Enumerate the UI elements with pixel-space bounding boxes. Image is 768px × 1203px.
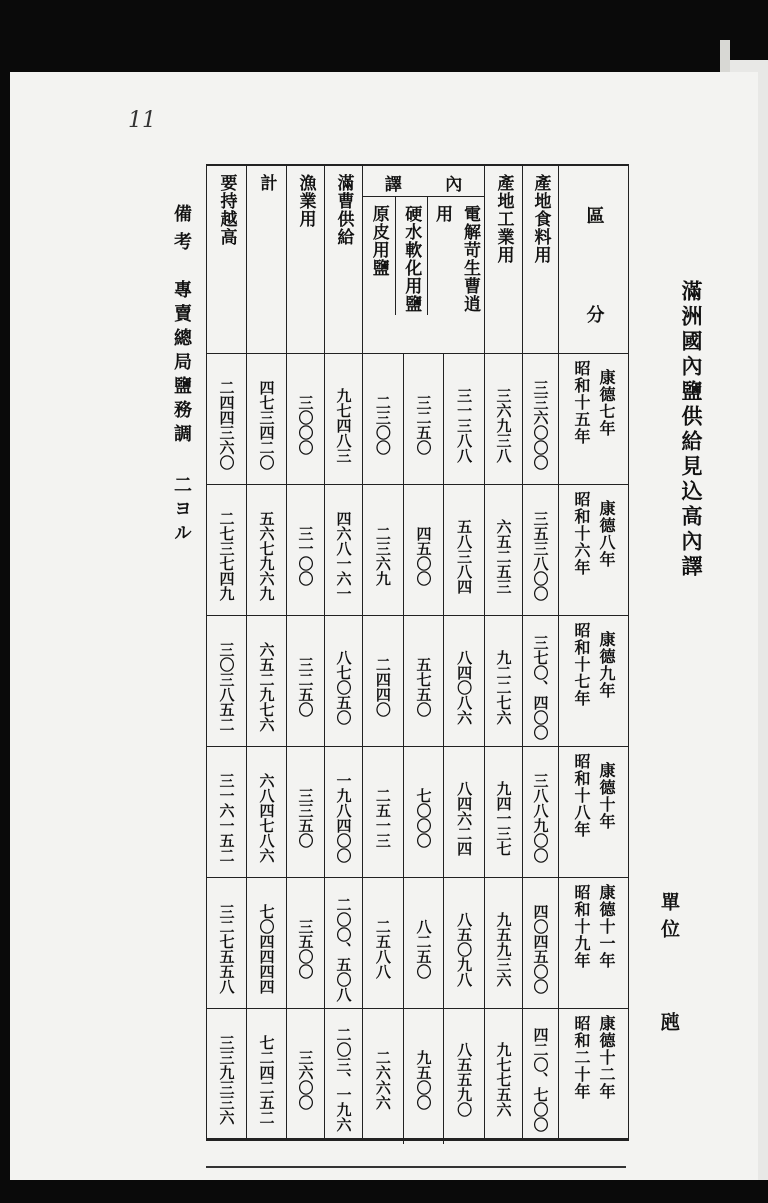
table-row	[207, 878, 629, 1009]
table-cell	[325, 747, 363, 878]
table-cell	[485, 616, 523, 747]
header-reserve: 要持越高	[207, 165, 247, 354]
cell-value: 二七三七四九	[217, 511, 236, 601]
cell-value: 九五〇〇	[414, 1049, 433, 1110]
table-cell	[325, 354, 363, 485]
table-cell	[287, 354, 325, 485]
year-label-cell	[559, 878, 629, 1009]
year-kangde: 康德十一年	[597, 884, 617, 969]
cell-value: 三一〇〇	[296, 526, 315, 586]
table-cell	[363, 616, 485, 747]
cell-value: 三三五〇	[296, 788, 315, 848]
cell-value: 三八八九〇〇	[531, 773, 550, 863]
table-cell	[363, 1009, 485, 1140]
cell-value: 三二七五五八	[217, 904, 236, 994]
table-row	[207, 1009, 629, 1140]
cell-value: 六五二九七六	[257, 642, 276, 732]
document-title: 滿洲國內鹽供給見込高內譯	[679, 280, 704, 580]
cell-value: 八七〇五〇	[334, 649, 353, 725]
cell-value: 二五八八	[373, 919, 392, 979]
cell-value: 三二五〇	[414, 395, 433, 455]
cell-value: 三一三八八	[455, 387, 474, 463]
header-breakdown-group: 內 譯 電解苛生曹逍用 硬水軟化用鹽 原皮用鹽	[363, 165, 485, 354]
year-kangde: 康德八年	[597, 499, 617, 568]
table-row	[207, 485, 629, 616]
table-cell	[287, 485, 325, 616]
table-cell	[485, 878, 523, 1009]
cell-value: 二六六六	[373, 1049, 392, 1110]
table-cell	[287, 878, 325, 1009]
year-showa: 昭和十九年	[572, 884, 592, 969]
cell-value: 四七三四二〇	[257, 380, 276, 470]
cell-value: 二四四〇	[373, 657, 392, 717]
table-cell	[363, 354, 485, 485]
cell-value: 三三九三三六	[217, 1034, 236, 1125]
cell-value: 九七四八三	[334, 387, 353, 463]
header-row	[207, 165, 629, 354]
table-cell	[523, 485, 559, 616]
table-row	[207, 616, 629, 747]
table-cell	[287, 747, 325, 878]
cell-value: 五八三八四	[455, 518, 474, 594]
cell-value: 四二〇、七〇〇	[531, 1027, 550, 1132]
table-cell	[247, 747, 287, 878]
table-cell	[247, 616, 287, 747]
table-cell	[207, 1009, 247, 1140]
unit-label: 單位	[658, 892, 680, 946]
table-cell	[523, 616, 559, 747]
table-row	[207, 354, 629, 485]
table-cell	[207, 485, 247, 616]
header-electrolysis: 電解苛生曹逍用	[427, 197, 484, 315]
cell-value: 八四〇八六	[455, 649, 474, 725]
cell-value: 三三六〇〇〇	[531, 380, 550, 470]
remarks-label: 備考	[171, 204, 192, 260]
table-cell	[485, 354, 523, 485]
cell-value: 三七〇、四〇〇	[531, 634, 550, 740]
table-cell	[523, 878, 559, 1009]
header-corner: 區 分	[559, 165, 629, 354]
cell-value: 七〇〇〇	[414, 788, 433, 848]
year-label-cell	[559, 354, 629, 485]
table-cell	[247, 1009, 287, 1140]
header-industrial: 產地工業用	[485, 165, 523, 354]
table-cell	[247, 878, 287, 1009]
table-cell	[207, 354, 247, 485]
year-label-cell	[559, 616, 629, 747]
table-cell	[325, 616, 363, 747]
year-showa: 昭和十五年	[572, 360, 592, 445]
year-kangde: 康德十二年	[597, 1015, 617, 1100]
header-fishery: 漁業用	[287, 165, 325, 354]
cell-value: 八五〇九八	[455, 911, 474, 987]
cell-value: 三五三八〇〇	[531, 511, 550, 601]
table-cell	[363, 747, 485, 878]
header-total: 計	[247, 165, 287, 354]
cell-value: 一九八四〇〇	[334, 773, 353, 863]
cell-value: 二三〇〇	[373, 395, 392, 455]
table-cell	[325, 878, 363, 1009]
table-cell	[287, 1009, 325, 1140]
salt-supply-table	[206, 164, 629, 1141]
header-food: 產地食料用	[523, 165, 559, 354]
table-cell	[247, 485, 287, 616]
cell-value: 三六九三八	[494, 387, 513, 463]
year-label-cell	[559, 1009, 629, 1140]
cell-value: 三二五〇	[296, 657, 315, 717]
cell-value: 九七七五六	[494, 1042, 513, 1117]
table-cell	[523, 354, 559, 485]
cell-value: 八四六二四	[455, 780, 474, 856]
cell-value: 三六〇〇	[296, 1049, 315, 1110]
table-cell	[363, 878, 485, 1009]
table-cell	[207, 878, 247, 1009]
header-water-softening: 硬水軟化用鹽	[395, 197, 428, 315]
table-cell	[325, 485, 363, 616]
table-cell	[247, 354, 287, 485]
unit-value: 瓲	[658, 1012, 680, 1031]
header-hide: 原皮用鹽	[368, 205, 389, 277]
cell-value: 六五二五三	[494, 518, 513, 594]
cell-value: 九二二七六	[494, 649, 513, 725]
table-cell	[523, 1009, 559, 1140]
year-kangde: 康德九年	[597, 630, 617, 699]
cell-value: 七〇四四四四	[257, 904, 276, 994]
cell-value: 四五〇〇	[414, 526, 433, 586]
cell-value: 六八四七八六	[257, 773, 276, 863]
header-mancao: 滿曹供給	[325, 165, 363, 354]
cell-value: 五七五〇	[414, 657, 433, 717]
table-cell	[485, 1009, 523, 1140]
cell-value: 二〇〇、五〇八	[334, 896, 353, 1002]
year-showa: 昭和二十年	[572, 1015, 592, 1100]
cell-value: 三一六一五二	[217, 773, 236, 863]
cell-value: 三〇〇〇	[296, 395, 315, 455]
cell-value: 九四一三七	[494, 780, 513, 856]
page-number: 11	[128, 108, 156, 133]
table-cell	[523, 747, 559, 878]
cell-value: 二三六九	[373, 526, 392, 586]
cell-value: 八二五〇	[414, 919, 433, 979]
table-row	[207, 747, 629, 878]
table-cell	[363, 485, 485, 616]
table-cell	[325, 1009, 363, 1140]
cell-value: 二〇三、一九六	[334, 1027, 353, 1132]
cell-value: 二四四三六〇	[217, 380, 236, 470]
cell-value: 五六七九六九	[257, 511, 276, 601]
cell-value: 三五〇〇	[296, 919, 315, 979]
cell-value: 八五五九〇	[455, 1042, 474, 1117]
table-cell	[485, 747, 523, 878]
year-kangde: 康德七年	[597, 368, 617, 437]
table-cell	[485, 485, 523, 616]
year-label-cell	[559, 485, 629, 616]
table-cell	[207, 616, 247, 747]
cell-value: 七二四二五二	[257, 1034, 276, 1125]
year-kangde: 康德十年	[597, 761, 617, 830]
year-showa: 昭和十六年	[572, 491, 592, 576]
remarks-text: 專賣總局鹽務調 二ヨル	[171, 280, 192, 547]
table-cell	[287, 616, 325, 747]
cell-value: 九五九三六	[494, 911, 513, 987]
cell-value: 四〇四五〇〇	[531, 904, 550, 994]
year-label-cell	[559, 747, 629, 878]
year-showa: 昭和十八年	[572, 753, 592, 838]
cell-value: 三〇三八五二	[217, 642, 236, 732]
cell-value: 四六八一六一	[334, 511, 353, 601]
document-page	[10, 72, 758, 1180]
cell-value: 二五一三	[373, 788, 392, 848]
table-cell	[207, 747, 247, 878]
table-bottom-rule	[206, 1166, 626, 1168]
year-showa: 昭和十七年	[572, 622, 592, 707]
